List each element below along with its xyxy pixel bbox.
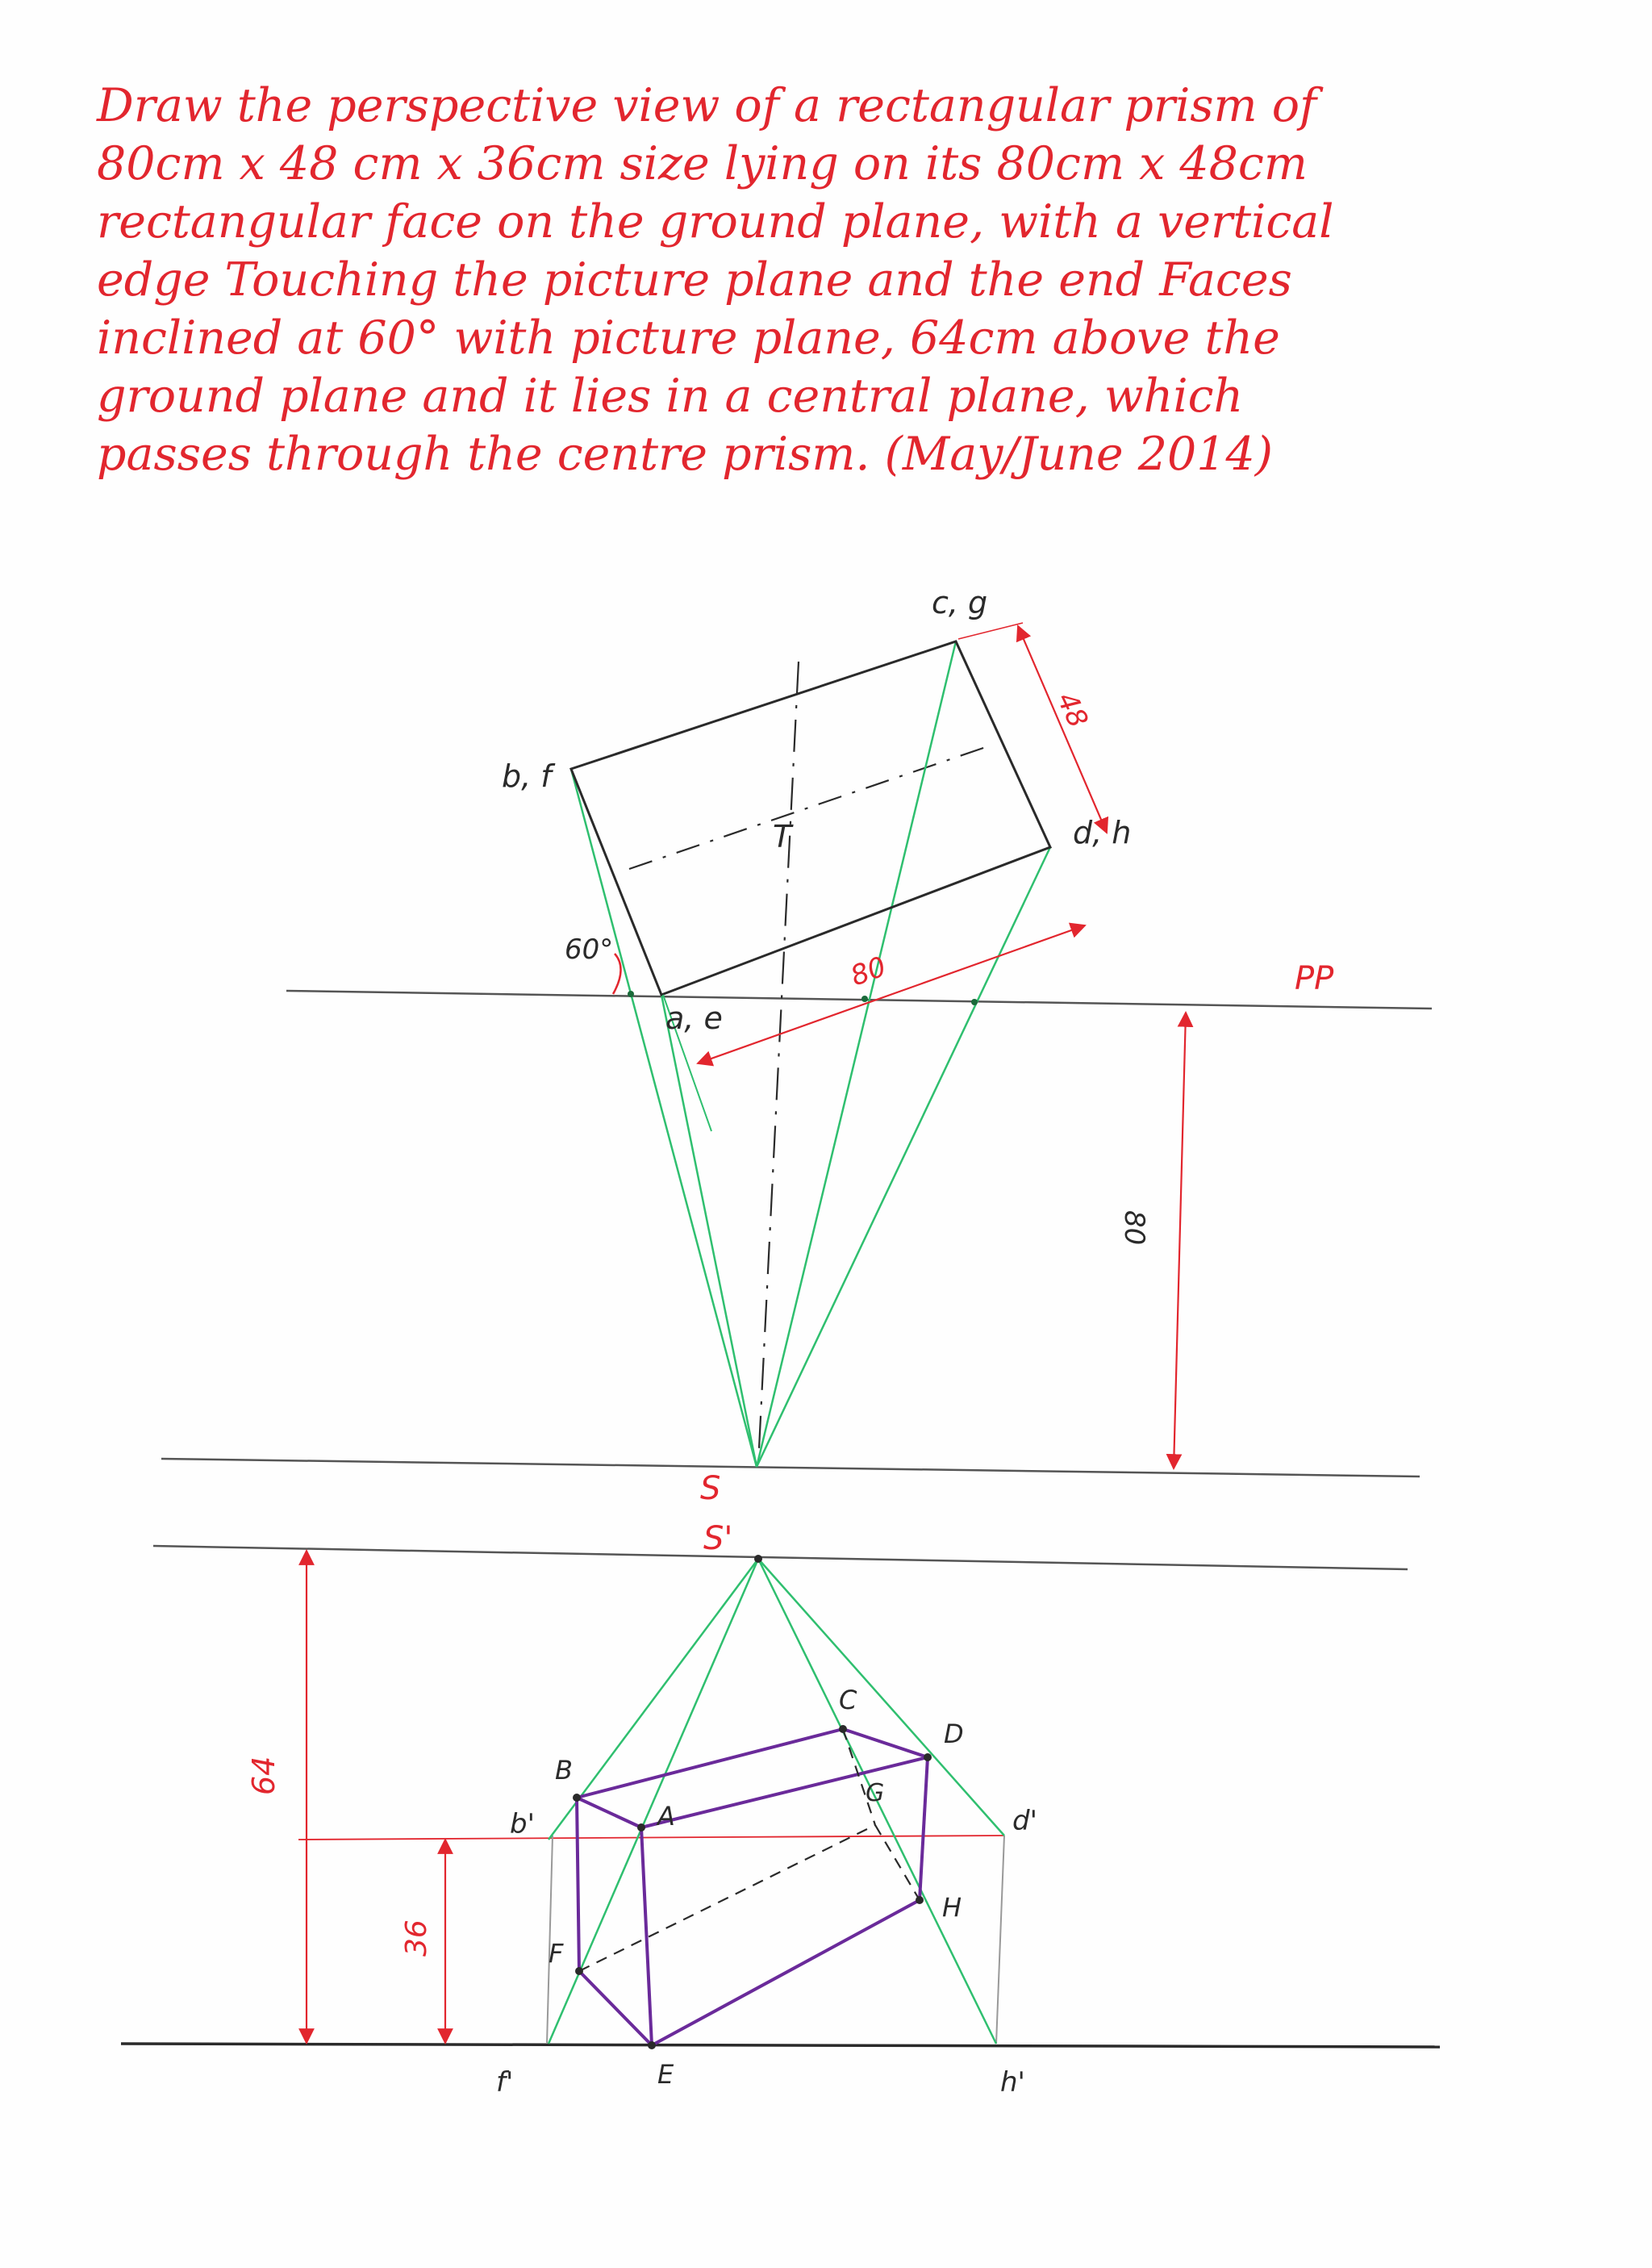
dim-80-vert-line	[1174, 1013, 1186, 1468]
problem-line: ground plane and it lies in a central plane, which	[97, 370, 1244, 423]
label-t: T	[773, 819, 792, 854]
label-B: B	[555, 1755, 573, 1786]
label-d-prime: d'	[1012, 1805, 1037, 1837]
label-dim36: 36	[400, 1919, 433, 1957]
problem-line: edge Touching the picture plane and the end Faces	[97, 253, 1292, 307]
label-C: C	[839, 1685, 857, 1715]
label-A: A	[657, 1801, 675, 1832]
dim-48-ext	[958, 623, 1023, 639]
label-dim80-diag: 80	[846, 950, 891, 993]
prism-hidden-edges	[579, 1729, 920, 1971]
label-D: D	[944, 1719, 964, 1749]
label-E: E	[657, 2059, 674, 2090]
perspective-visual-rays	[549, 1559, 1004, 2044]
label-f-prime: f'	[496, 2066, 514, 2099]
horizon-line	[153, 1546, 1408, 1569]
label-dim48: 48	[1049, 687, 1095, 733]
center-cross-line	[629, 746, 988, 869]
dim-48-line	[1018, 626, 1107, 833]
label-s: S	[700, 1470, 721, 1507]
label-h-prime: h'	[1000, 2066, 1025, 2099]
label-b-prime: b'	[510, 1808, 535, 1840]
dim-80-diag-line	[698, 925, 1085, 1063]
problem-line: passes through the centre prism. (May/June 2014)	[97, 428, 1274, 481]
projector-lines	[547, 1836, 1004, 2044]
label-bf: b, f	[502, 758, 552, 794]
problem-line: 80cm x 48 cm x 36cm size lying on its 80cm x 48cm	[97, 137, 1308, 190]
angle-arc	[613, 954, 621, 994]
label-ae: a, e	[665, 1000, 723, 1036]
label-dh: d, h	[1073, 815, 1132, 850]
label-pp: PP	[1295, 960, 1334, 997]
problem-line: inclined at 60° with picture plane, 64cm above the	[97, 311, 1280, 365]
problem-line: Draw the perspective view of a rectangular prism of	[97, 79, 1317, 132]
label-angle: 60°	[565, 934, 614, 966]
label-F: F	[549, 1938, 564, 1969]
label-dim64: 64	[246, 1756, 282, 1795]
label-G: G	[866, 1779, 885, 1807]
ground-line	[121, 2044, 1440, 2047]
prism-perspective	[577, 1729, 928, 2045]
central-axis-line	[758, 662, 799, 1464]
station-line	[161, 1459, 1420, 1476]
label-dim80-vert: 80	[1118, 1210, 1150, 1246]
prism-plan-rectangle	[571, 641, 1050, 995]
label-cg: c, g	[932, 585, 988, 620]
label-H: H	[942, 1892, 962, 1923]
plan-visual-rays	[571, 641, 1050, 1467]
problem-line: rectangular face on the ground plane, with a vertical	[97, 195, 1334, 249]
height-36-line	[298, 1836, 1004, 1840]
label-s-prime: S'	[703, 1520, 733, 1557]
